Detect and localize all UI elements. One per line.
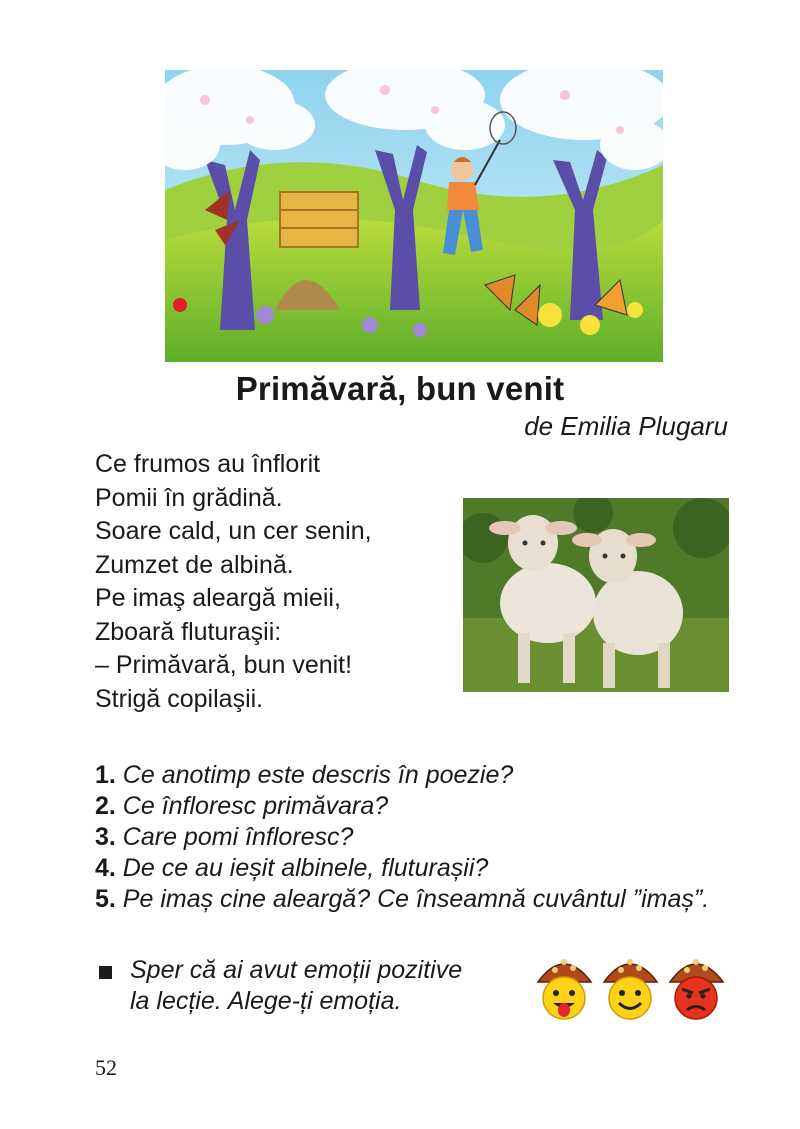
playful-face-icon[interactable] <box>533 948 596 1022</box>
poem-line: Zboară fluturaşii: <box>95 617 282 646</box>
question-item <box>95 884 745 915</box>
question-number: 4. <box>95 854 123 882</box>
questions-list <box>95 760 745 915</box>
question-item <box>95 760 745 791</box>
lambs-photo <box>463 498 729 692</box>
question-text: Care pomi înfloresc? <box>122 823 354 851</box>
poem-line: Pomii în grădină. <box>95 483 283 512</box>
question-text: Ce anotimp este descris în poezie? <box>122 761 514 789</box>
emotion-faces <box>533 948 728 1022</box>
happy-face-icon[interactable] <box>599 948 662 1022</box>
question-text: De ce au ieșit albinele, fluturașii? <box>122 854 489 882</box>
poem-line: Strigă copilaşii. <box>95 684 264 713</box>
question-number: 5. <box>95 885 123 913</box>
question-item <box>95 791 745 822</box>
poem-line: Ce frumos au înflorit <box>95 450 321 478</box>
emotion-text <box>130 955 462 1017</box>
question-text: Ce înfloresc primăvara? <box>122 792 389 820</box>
poem-line: Soare cald, un cer senin, <box>95 517 372 545</box>
poem-body <box>95 448 372 716</box>
angry-face-icon[interactable] <box>665 948 728 1022</box>
emotion-text-line: Sper că ai avut emoții pozitive <box>130 956 463 984</box>
emotion-text-line: la lecție. Alege-ți emoția. <box>130 987 402 1015</box>
emotion-note <box>95 955 462 1017</box>
question-number: 3. <box>95 823 123 851</box>
poem-author: de Emilia Plugaru <box>524 411 728 441</box>
poem-line: Zumzet de albină. <box>95 550 294 579</box>
question-number: 1. <box>95 761 123 789</box>
page-number: 52 <box>95 1055 117 1080</box>
spring-illustration <box>165 70 663 362</box>
question-item <box>95 853 745 884</box>
poem-line: Pe imaş aleargă mieii, <box>95 584 341 612</box>
question-item <box>95 822 745 853</box>
poem-line: – Primăvară, bun venit! <box>95 651 353 679</box>
poem-title: Primăvară, bun venit <box>235 370 565 407</box>
square-bullet-icon <box>99 966 112 979</box>
question-number: 2. <box>95 792 123 820</box>
question-text: Pe imaș cine aleargă? Ce înseamnă cuvântul ”imaș”. <box>122 885 710 913</box>
